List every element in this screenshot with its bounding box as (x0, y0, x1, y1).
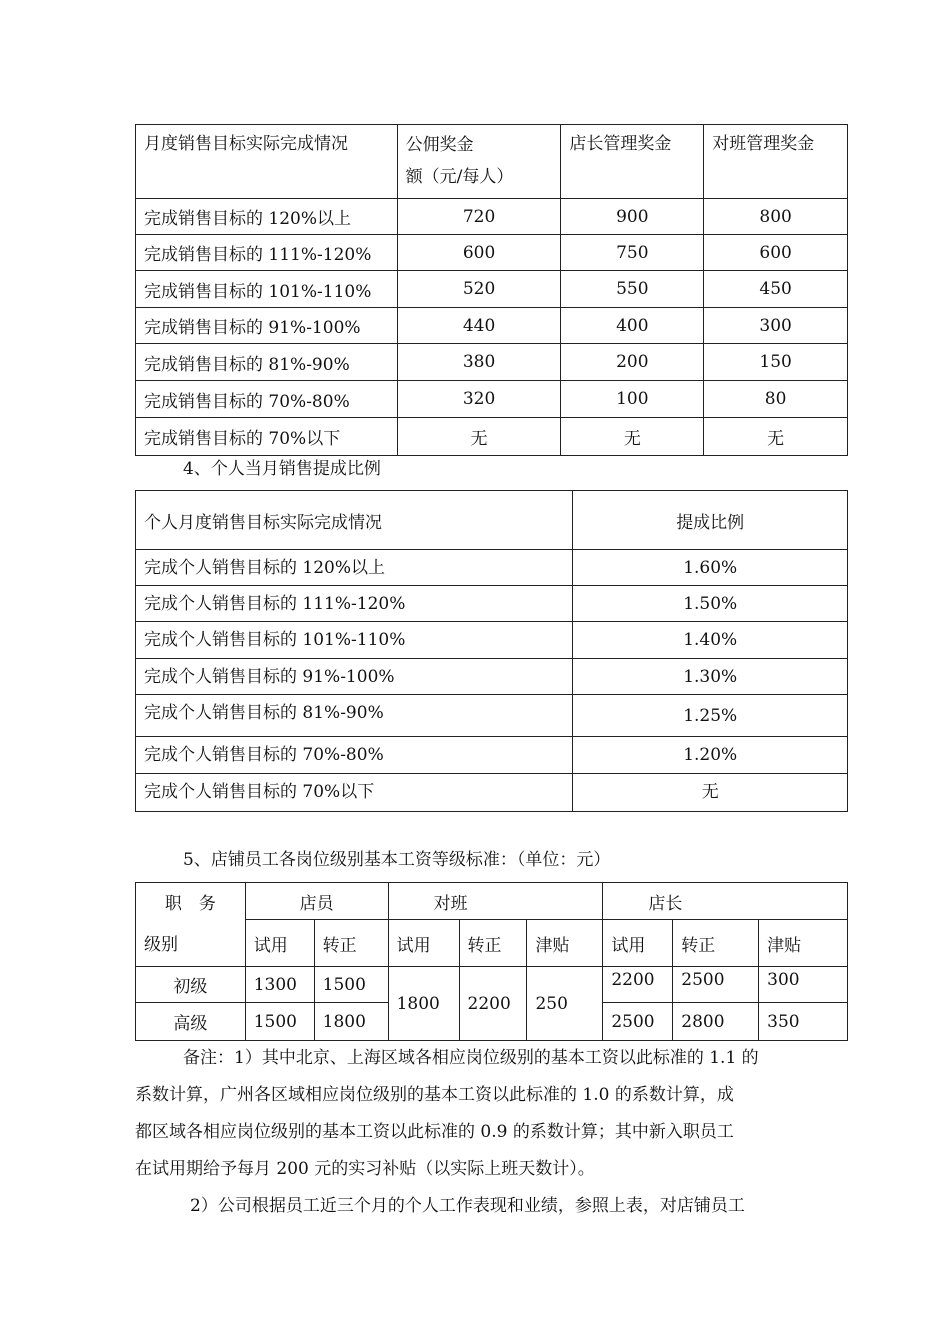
section-5-title: 5、店铺员工各岗位级别基本工资等级标准：（单位：元） (183, 850, 611, 870)
table-cell: 720 (397, 199, 561, 235)
header-cell: 个人月度销售目标实际完成情况 (136, 491, 573, 550)
salary-table (135, 882, 848, 1041)
header-cell: 提成比例 (573, 491, 848, 550)
notes-line: 都区域各相应岗位级别的基本工资以此标准的 0.9 的系数计算；其中新入职员工 (135, 1122, 734, 1142)
corner-cell-bottom: 级别 (136, 920, 246, 967)
table-cell: 完成销售目标的 91%-100% (136, 308, 398, 344)
notes-line: 系数计算，广州各区域相应岗位级别的基本工资以此标准的 1.0 的系数计算，成 (135, 1085, 734, 1105)
table-cell: 完成销售目标的 81%-90% (136, 344, 398, 381)
table-subheader-row (136, 920, 848, 967)
table-cell: 750 (561, 235, 704, 271)
table-cell: 1800 (314, 1003, 388, 1041)
table-cell: 100 (561, 381, 704, 418)
table-cell: 完成个人销售目标的 81%-90% (136, 695, 573, 737)
table-row (136, 695, 848, 737)
table-cell: 2200 (459, 967, 527, 1041)
table-row (136, 774, 848, 812)
header-line: 额（元/每人） (405, 167, 514, 187)
table-cell: 无 (397, 418, 561, 456)
subheader-cell: 转正 (314, 920, 388, 967)
table-cell: 2500 (603, 1003, 673, 1041)
table-cell: 520 (397, 271, 561, 308)
level-cell: 高级 (136, 1003, 246, 1041)
notes-block (135, 1040, 825, 1225)
table-cell: 完成个人销售目标的 120%以上 (136, 550, 573, 586)
table-cell: 1.50% (573, 586, 848, 622)
table-cell: 900 (561, 199, 704, 235)
group-header-clerk: 店员 (245, 883, 388, 920)
table-cell: 440 (397, 308, 561, 344)
table-cell: 2200 (603, 967, 673, 1003)
table-cell: 1.25% (573, 695, 848, 737)
table-cell: 无 (704, 418, 848, 456)
table-cell: 350 (759, 1003, 848, 1041)
table-cell: 300 (759, 967, 848, 1003)
subheader-cell: 津贴 (527, 920, 603, 967)
table-cell: 1.30% (573, 659, 848, 695)
subheader-cell: 转正 (673, 920, 759, 967)
table-cell: 1.60% (573, 550, 848, 586)
table-header-row (136, 491, 848, 550)
level-cell: 初级 (136, 967, 246, 1003)
section-4-title: 4、个人当月销售提成比例 (183, 459, 381, 479)
subheader-cell: 转正 (459, 920, 527, 967)
table-cell: 完成个人销售目标的 111%-120% (136, 586, 573, 622)
table-cell: 2800 (673, 1003, 759, 1041)
table-cell: 1500 (314, 967, 388, 1003)
commission-table (135, 490, 848, 812)
header-cell: 月度销售目标实际完成情况 (136, 125, 398, 199)
subheader-cell: 津贴 (759, 920, 848, 967)
table-cell: 1.20% (573, 737, 848, 774)
subheader-cell: 试用 (603, 920, 673, 967)
table-row (136, 659, 848, 695)
table-cell: 完成个人销售目标的 70%以下 (136, 774, 573, 812)
table-header-row (136, 883, 848, 920)
table-cell: 完成销售目标的 70%以下 (136, 418, 398, 456)
subheader-cell: 试用 (245, 920, 314, 967)
table-cell: 1300 (245, 967, 314, 1003)
table-cell: 1800 (388, 967, 459, 1041)
table-row (136, 199, 848, 235)
header-line: 公佣奖金 (405, 135, 474, 155)
table-row (136, 586, 848, 622)
subheader-cell: 试用 (388, 920, 459, 967)
table-cell: 600 (397, 235, 561, 271)
table-cell: 250 (527, 967, 603, 1041)
table-row (136, 418, 848, 456)
table-cell: 550 (561, 271, 704, 308)
table-cell: 2500 (673, 967, 759, 1003)
table-cell: 400 (561, 308, 704, 344)
table-cell: 1500 (245, 1003, 314, 1041)
table-header-row (136, 125, 848, 199)
table-cell: 1.40% (573, 622, 848, 659)
table-row (136, 235, 848, 271)
table-cell: 320 (397, 381, 561, 418)
table-cell: 380 (397, 344, 561, 381)
notes-line: 备注：1）其中北京、上海区域各相应岗位级别的基本工资以此标准的 1.1 的 (183, 1048, 759, 1068)
table-cell: 完成个人销售目标的 101%-110% (136, 622, 573, 659)
corner-cell-top: 职 务 (136, 883, 246, 920)
table-row (136, 737, 848, 774)
table-row (136, 344, 848, 381)
table-cell: 完成销售目标的 70%-80% (136, 381, 398, 418)
table-row (136, 967, 848, 1003)
table-cell: 200 (561, 344, 704, 381)
bonus-table (135, 124, 848, 456)
header-cell: 店长管理奖金 (561, 125, 704, 199)
header-cell (397, 125, 561, 199)
table-cell: 150 (704, 344, 848, 381)
header-cell: 对班管理奖金 (704, 125, 848, 199)
table-cell: 800 (704, 199, 848, 235)
table-cell: 600 (704, 235, 848, 271)
table-row (136, 550, 848, 586)
table-cell: 450 (704, 271, 848, 308)
table-cell: 无 (573, 774, 848, 812)
table-cell: 300 (704, 308, 848, 344)
table-cell: 80 (704, 381, 848, 418)
group-header-manager: 店长 (603, 883, 848, 920)
table-cell: 完成个人销售目标的 91%-100% (136, 659, 573, 695)
table-cell: 完成销售目标的 111%-120% (136, 235, 398, 271)
table-cell: 完成销售目标的 101%-110% (136, 271, 398, 308)
table-cell: 完成销售目标的 120%以上 (136, 199, 398, 235)
notes-line: 2）公司根据员工近三个月的个人工作表现和业绩，参照上表，对店铺员工 (190, 1196, 745, 1216)
table-row (136, 381, 848, 418)
table-row (136, 308, 848, 344)
table-row (136, 271, 848, 308)
table-row (136, 622, 848, 659)
group-header-shift: 对班 (388, 883, 603, 920)
notes-line: 在试用期给予每月 200 元的实习补贴（以实际上班天数计）。 (135, 1159, 595, 1179)
table-cell: 完成个人销售目标的 70%-80% (136, 737, 573, 774)
table-cell: 无 (561, 418, 704, 456)
